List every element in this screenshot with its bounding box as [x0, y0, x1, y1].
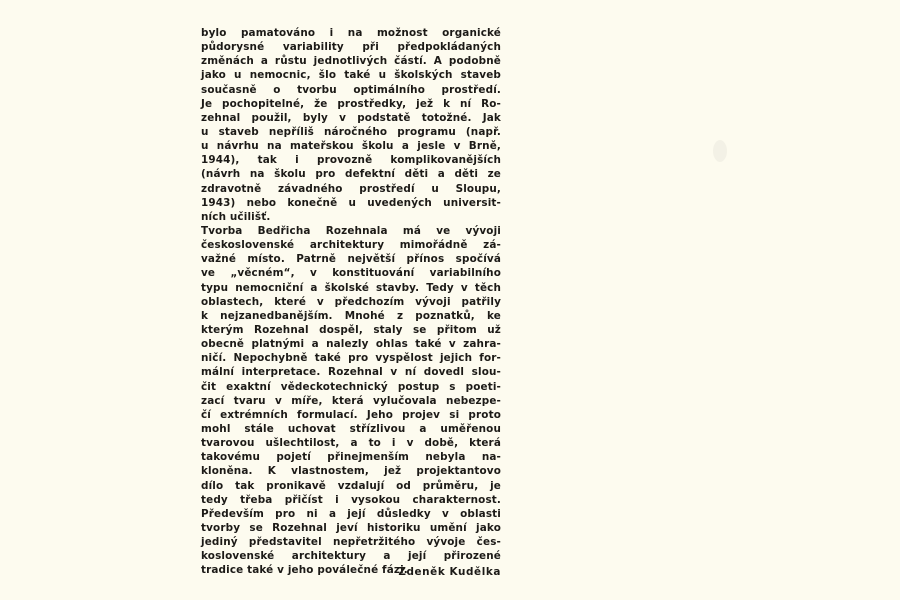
- paper-smudge: [713, 140, 727, 162]
- text-line: koslovenské architektury a její přirozené: [201, 550, 501, 563]
- text-line: u staveb nepříliš náročného programu (např.: [201, 125, 501, 138]
- paragraph-end-line: tradice také v jeho poválečné fázi.: [201, 564, 408, 577]
- text-line: oblastech, které v předchozím vývoji patřily: [201, 295, 501, 308]
- text-line: Tvorba Bedřicha Rozehnala má ve vývoji: [201, 224, 501, 237]
- text-line: Především pro ni a její důsledky v oblasti: [201, 507, 501, 520]
- text-line: změnách a růstu jednotlivých částí. A podobně: [201, 55, 501, 68]
- text-line: československé architektury mimořádně zá-: [201, 239, 501, 252]
- text-line: kloněna. K vlastnostem, jež projektantovo: [201, 465, 501, 478]
- text-line: u návrhu na mateřskou školu a jesle v Brně,: [201, 140, 501, 153]
- text-line: kterým Rozehnal dospěl, staly se přitom už: [201, 323, 501, 336]
- text-line: ve „věcném“, v konstituování variabilního: [201, 267, 501, 280]
- text-line: jediný představitel nepřetržitého vývoje čes-: [201, 536, 501, 549]
- text-line: važné místo. Patrně největší přínos spočívá: [201, 253, 501, 266]
- text-line: 1943) nebo konečně u uvedených universit-: [201, 196, 501, 209]
- text-line: ničí. Nepochybně také pro vyspělost jejich for-: [201, 352, 501, 365]
- text-line: tvorby se Rozehnal jeví historiku umění jako: [201, 521, 501, 534]
- text-line: čit exaktní vědeckotechnický postup s poeti-: [201, 380, 501, 393]
- text-line: takovému pojetí přinejmenším nebyla na-: [201, 451, 501, 464]
- text-line: typu nemocniční a školské stavby. Tedy v těch: [201, 281, 501, 294]
- text-line: zdravotně závadného prostředí u Sloupu,: [201, 182, 501, 195]
- text-line: mální interpretace. Rozehnal v ní dovedl slou-: [201, 366, 501, 379]
- text-line: zehnal použil, byly v podstatě totožné. Jak: [201, 111, 501, 124]
- text-line: k nejzanedbanějším. Mnohé z poznatků, ke: [201, 309, 501, 322]
- text-line: 1944), tak i provozně komplikovanějších: [201, 154, 501, 167]
- text-line: jako u nemocnic, šlo také u školských staveb: [201, 69, 501, 82]
- text-line: čí extrémních formulací. Jeho projev si proto: [201, 408, 501, 421]
- text-line: současně o tvorbu optimálního prostředí.: [201, 83, 501, 96]
- text-line: tvarovou ušlechtilost, a to i v době, která: [201, 437, 501, 450]
- author-signature: Zdeněk Kudělka: [398, 566, 501, 578]
- text-line: půdorysné variability při předpokládaných: [201, 41, 501, 54]
- text-line: (návrh na školu pro defektní děti a děti ze: [201, 168, 501, 181]
- text-line: tedy třeba přičíst i vysokou charakternost.: [201, 493, 501, 506]
- text-column: [201, 26, 501, 577]
- paragraph-end-line: ních učilišť.: [201, 210, 271, 223]
- text-line: dílo tak pronikavě vzdalují od průměru, je: [201, 479, 501, 492]
- text-line: mohl stále uchovat střízlivou a uměřenou: [201, 422, 501, 435]
- text-line: bylo pamatováno i na možnost organické: [201, 27, 501, 39]
- text-line: obecně platnými a nalezly ohlas také v zahra-: [201, 338, 501, 351]
- text-line: Je pochopitelné, že prostředky, jež k ní Ro-: [201, 97, 501, 110]
- text-line: zací tvaru v míře, která vylučovala nebezpe-: [201, 394, 501, 407]
